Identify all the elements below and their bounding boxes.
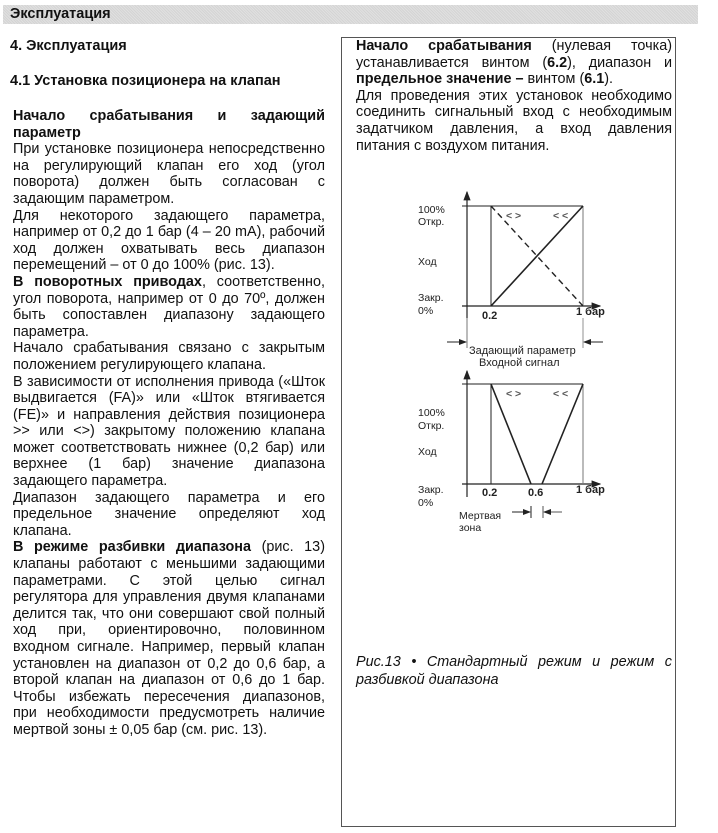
- paragraph-5: В зависимости от исполнения привода («Шток выдвигается (FA)» или «Шток втягивается (FE)» и направления действия позиционера >> или <>) закрытому положению клапана может соответствовать нижнее (0,2 бар) или верхнее (1 бар) значение диапазона задающего параметра.: [13, 373, 325, 490]
- d1-range-label-2: Входной сигнал: [479, 357, 560, 369]
- limit-value-term: предельное значение –: [356, 71, 524, 88]
- section-subheading: 4.1 Установка позиционера на клапан: [10, 73, 281, 89]
- d2-direction-reverse: < >: [506, 388, 522, 400]
- d2-direction-direct: < <: [553, 388, 569, 400]
- paragraph-6: Диапазон задающего параметра и его предельное значение определяют ход клапана.: [13, 489, 325, 539]
- dead-zone-label-1: Мертвая: [459, 510, 502, 522]
- text-span: ).: [604, 71, 614, 88]
- d1-y-closed-label: Закр.: [418, 292, 444, 304]
- section-heading: 4. Эксплуатация: [10, 38, 127, 54]
- d2-y-top-label: 100%: [418, 407, 445, 419]
- d2-y-open-label: Откр.: [418, 420, 445, 432]
- text-span: ), диапазон и: [567, 54, 672, 71]
- d2-x-start-label: 0.2: [482, 487, 498, 499]
- figure-caption: Рис.13 • Стандартный режим и режим с разбивкой диапазона: [356, 654, 672, 688]
- dead-zone-label-2: зона: [459, 522, 482, 534]
- d1-y-travel-label: Ход: [418, 256, 437, 268]
- d1-direction-direct: < <: [553, 210, 569, 222]
- d1-x-start-label: 0.2: [482, 310, 498, 322]
- diagram-standard-mode: [447, 192, 603, 348]
- paragraph-3-bold: В поворотных приводах: [13, 273, 202, 290]
- d2-y-travel-label: Ход: [418, 446, 437, 458]
- d1-direction-reverse: < >: [506, 210, 522, 222]
- d1-y-open-label: Откр.: [418, 216, 445, 228]
- zero-point-term: Начало срабатывания: [356, 38, 532, 54]
- text-span: (нулевая точка) устанавливается винтом (: [356, 38, 672, 71]
- d2-x-end-label: 1 бар: [576, 484, 605, 496]
- d1-y-zero-label: 0%: [418, 305, 434, 317]
- paragraph-1: При установке позиционера непосредственно на регулирующий клапан его ход (угол поворота) должен быть согласован с задающим параметром.: [13, 141, 325, 207]
- connection-paragraph: Для проведения этих установок необходимо соединить сигнальный вход с необходимым задатчиком давления, а вход давления питания с воздухом питания.: [356, 87, 672, 154]
- paragraph-7-text: (рис. 13) клапаны работают с меньшими задающими параметрами. С этой целью сигнал регулятора для управления двумя клапанами делится так, что они совершают свой полный ход при, ориентировочно, половинном входном сигнале. Например, первый клапан установлен на диапазон от 0,2 до 0,6 бар, а второй клапан на диапазон от 0,6 до 1 бар. Чтобы избежать пересечения диапазонов, при необходимости предусмотреть наличие мертвой зоны ± 0,05 бар (см. рис. 13).: [13, 539, 325, 738]
- paragraph-4: Начало срабатывания связано с закрытым положением регулирующего клапана.: [13, 340, 325, 373]
- text-span: винтом (: [523, 71, 585, 88]
- d1-y-top-label: 100%: [418, 204, 445, 216]
- d2-y-closed-label: Закр.: [418, 484, 444, 496]
- d1-range-label-1: Задающий параметр: [469, 345, 576, 357]
- screw-ref-6-1: 6.1: [584, 71, 605, 88]
- d1-x-end-label: 1 бар: [576, 306, 605, 318]
- d2-x-mid-label: 0.6: [528, 487, 544, 499]
- header-title: Эксплуатация: [10, 6, 111, 22]
- d2-y-zero-label: 0%: [418, 497, 434, 509]
- paragraph-3-text: , соответственно, угол поворота, например от 0 до 70º, должен быть сопоставлен диапазону задающего параметра.: [13, 273, 325, 340]
- paragraph-2: Для некоторого задающего параметра, например от 0,2 до 1 бар (4 – 20 mA), рабочий ход должен охватывать весь диапазон перемещений – от 0 до 100% (рис. 13).: [13, 207, 325, 274]
- subsection-title: Начало срабатывания и задающий параметр: [13, 108, 325, 141]
- paragraph-7-bold: В режиме разбивки диапазона: [13, 539, 251, 556]
- screw-ref-6-2: 6.2: [547, 54, 568, 71]
